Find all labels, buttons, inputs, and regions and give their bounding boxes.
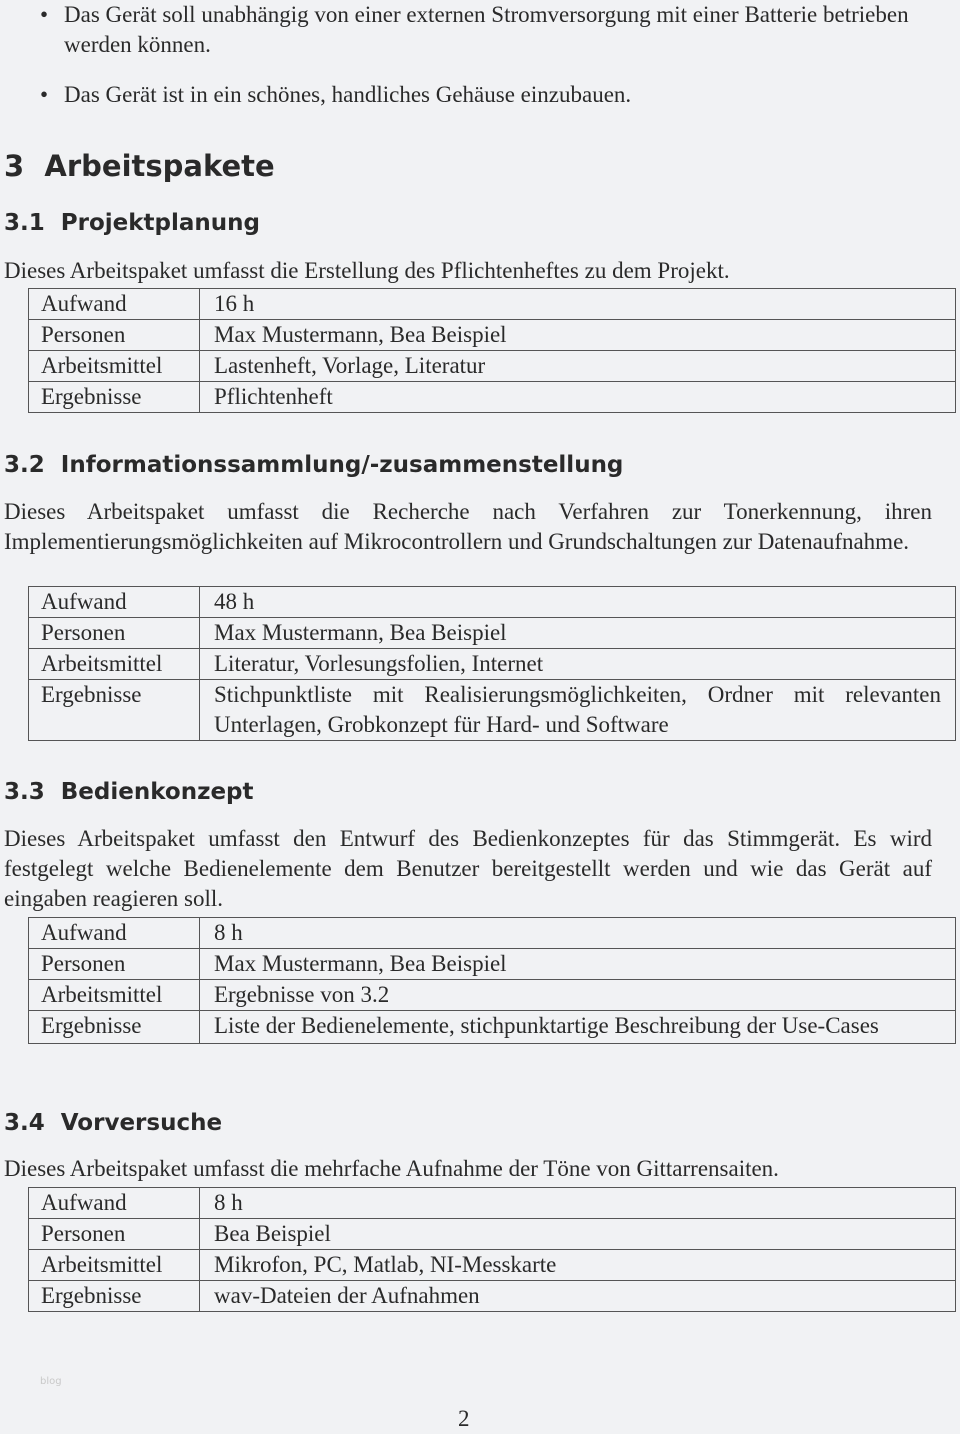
row-value: Literatur, Vorlesungsfolien, Internet (200, 649, 956, 680)
table-row (29, 1011, 956, 1044)
row-key: Aufwand (29, 289, 200, 320)
row-value: Max Mustermann, Bea Beispiel (200, 949, 956, 980)
subsection-number: 3.4 (4, 1110, 45, 1136)
work-package-table (28, 586, 956, 741)
subsection-text: Dieses Arbeitspaket umfasst die mehrfache Aufnahme der Töne von Gittarrensaiten. (4, 1156, 779, 1181)
bullet-item: • Das Gerät soll unabhängig von einer externen Stromversorgung mit einer Batterie betrieben werden können. (40, 0, 934, 60)
section-number: 3 (4, 149, 25, 183)
row-value: Bea Beispiel (200, 1219, 956, 1250)
subsection-heading (4, 208, 260, 238)
row-key: Aufwand (29, 1188, 200, 1219)
table-row (29, 289, 956, 320)
row-value: 8 h (200, 1188, 956, 1219)
bullet-item: • Das Gerät ist in ein schönes, handliches Gehäuse einzubauen. (40, 80, 940, 110)
table-row (29, 980, 956, 1011)
row-value: Stichpunktliste mit Realisierungsmöglichkeiten, Ordner mit relevanten Unterlagen, Grobkonzept für Hard- und Software (200, 680, 956, 741)
work-package-table (28, 917, 956, 1044)
row-key: Arbeitsmittel (29, 980, 200, 1011)
subsection-number: 3.1 (4, 210, 45, 236)
subsection-number: 3.3 (4, 779, 45, 805)
subsection-title: Informationssammlung/-zusammenstellung (60, 452, 624, 478)
subsection-text: Dieses Arbeitspaket umfasst die Erstellung des Pflichtenheftes zu dem Projekt. (4, 258, 730, 283)
table-row (29, 382, 956, 413)
subsection-text: Dieses Arbeitspaket umfasst die Recherche nach Verfahren zur Tonerkennung, ihren Implementierungsmöglichkeiten auf Mikrocontrollern und Grundschaltungen zur Datenaufnahme. (4, 499, 932, 554)
table-row (29, 649, 956, 680)
row-key: Ergebnisse (29, 680, 200, 741)
row-value: 48 h (200, 587, 956, 618)
subsection-heading (4, 450, 623, 480)
table-row (29, 1219, 956, 1250)
row-value: 16 h (200, 289, 956, 320)
section-title: Arbeitspakete (44, 149, 275, 183)
table-row (29, 680, 956, 741)
table-row (29, 351, 956, 382)
work-package-table (28, 1187, 956, 1312)
subsection-heading (4, 1108, 222, 1138)
table-row (29, 618, 956, 649)
table-row (29, 320, 956, 351)
row-key: Personen (29, 320, 200, 351)
row-value: Ergebnisse von 3.2 (200, 980, 956, 1011)
row-key: Arbeitsmittel (29, 1250, 200, 1281)
row-value: Mikrofon, PC, Matlab, NI-Messkarte (200, 1250, 956, 1281)
table-row (29, 587, 956, 618)
row-key: Ergebnisse (29, 1281, 200, 1312)
subsection-heading (4, 777, 254, 807)
subsection-title: Bedienkonzept (60, 779, 254, 805)
section-heading (4, 148, 275, 184)
row-value: Lastenheft, Vorlage, Literatur (200, 351, 956, 382)
table-row (29, 1250, 956, 1281)
row-value: Liste der Bedienelemente, stichpunktartige Beschreibung der Use-Cases (200, 1011, 956, 1044)
subsection-number: 3.2 (4, 452, 45, 478)
row-key: Aufwand (29, 587, 200, 618)
page-number: 2 (458, 1406, 470, 1431)
row-value: Max Mustermann, Bea Beispiel (200, 320, 956, 351)
row-value: Max Mustermann, Bea Beispiel (200, 618, 956, 649)
row-key: Arbeitsmittel (29, 649, 200, 680)
row-value: Pflichtenheft (200, 382, 956, 413)
watermark: blog (40, 1376, 62, 1387)
bullet-list (40, 0, 940, 110)
table-row (29, 1188, 956, 1219)
row-key: Personen (29, 618, 200, 649)
row-value: 8 h (200, 918, 956, 949)
subsection-title: Projektplanung (60, 210, 260, 236)
table-row (29, 1281, 956, 1312)
row-key: Personen (29, 1219, 200, 1250)
table-row (29, 918, 956, 949)
row-key: Arbeitsmittel (29, 351, 200, 382)
row-key: Aufwand (29, 918, 200, 949)
row-key: Ergebnisse (29, 1011, 200, 1044)
table-row (29, 949, 956, 980)
subsection-title: Vorversuche (60, 1110, 223, 1136)
row-key: Ergebnisse (29, 382, 200, 413)
work-package-table (28, 288, 956, 413)
row-value: wav-Dateien der Aufnahmen (200, 1281, 956, 1312)
subsection-text: Dieses Arbeitspaket umfasst den Entwurf des Bedienkonzeptes für das Stimmgerät. Es wird festgelegt welche Bedienelemente dem Benutzer bereitgestellt werden und wie das Gerät auf eingaben reagieren soll. (4, 826, 932, 911)
row-key: Personen (29, 949, 200, 980)
